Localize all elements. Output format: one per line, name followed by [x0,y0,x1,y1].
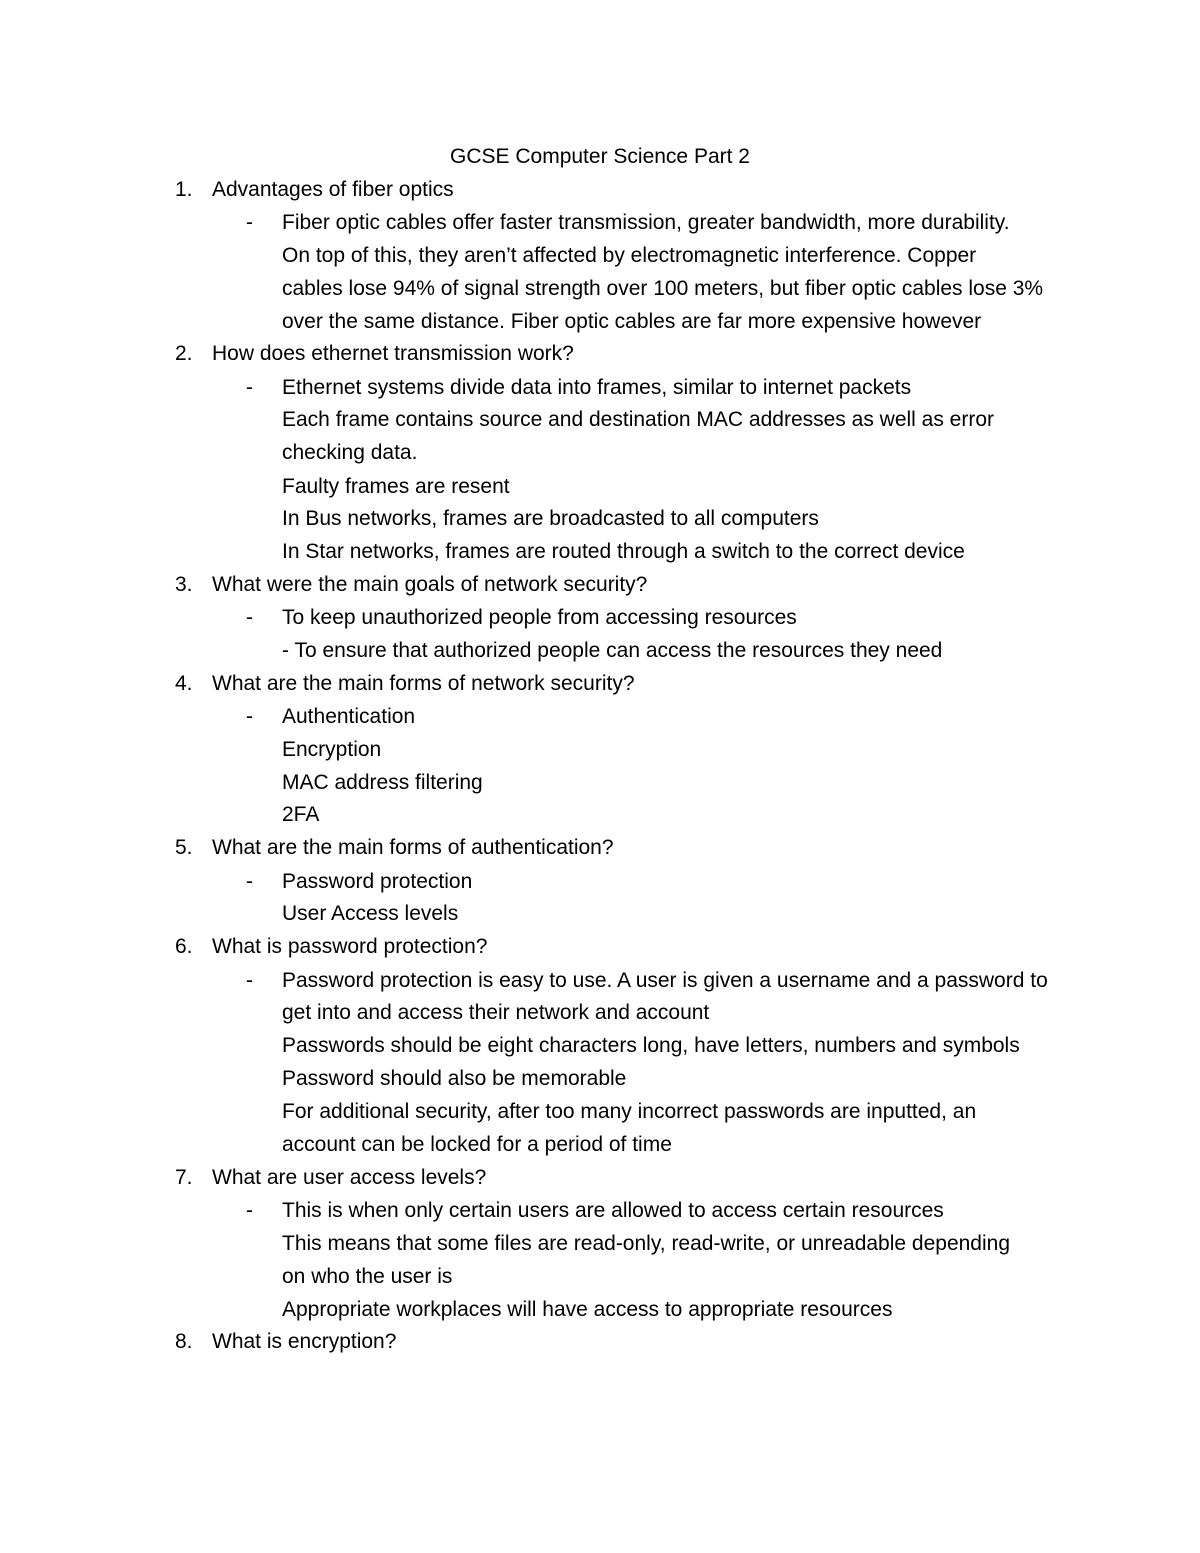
answer-line: For additional security, after too many incorrect passwords are inputted, an [282,1100,977,1123]
answer-line: 2FA [282,803,320,826]
answer-line: Faulty frames are resent [282,475,510,498]
answer-line: Authentication [282,705,416,728]
answer-line: Passwords should be eight characters long, have letters, numbers and symbols [282,1034,1020,1057]
question-text: What are user access levels? [212,1166,487,1189]
page-title: GCSE Computer Science Part 2 [450,145,750,168]
bullet-dash: - [246,705,253,728]
question-text: What is password protection? [212,935,488,958]
bullet-dash: - [246,376,253,399]
question-text: Advantages of fiber optics [212,178,454,201]
bullet-dash: - [246,870,253,893]
answer-line: Each frame contains source and destination MAC addresses as well as error [282,408,995,431]
question-number: 2. [175,342,193,365]
answer-line: To keep unauthorized people from accessing resources [282,606,797,629]
question-number: 6. [175,935,193,958]
answer-line: Ethernet systems divide data into frames, similar to internet packets [282,376,912,399]
question-text: What is encryption? [212,1330,397,1353]
answer-line: This means that some files are read-only, read-write, or unreadable depending [282,1232,1011,1255]
answer-line: User Access levels [282,902,459,925]
answer-line: Password protection is easy to use. A user is given a username and a password to [282,969,1048,992]
answer-line: - To ensure that authorized people can access the resources they need [282,639,943,662]
question-number: 4. [175,672,193,695]
question-text: What are the main forms of network security? [212,672,635,695]
answer-line: get into and access their network and account [282,1001,710,1024]
bullet-dash: - [246,969,253,992]
answer-line: on who the user is [282,1265,453,1288]
answer-line: On top of this, they aren’t affected by electromagnetic interference. Copper [282,244,977,267]
answer-line: Fiber optic cables offer faster transmission, greater bandwidth, more durability. [282,211,1010,234]
question-number: 5. [175,836,193,859]
question-number: 8. [175,1330,193,1353]
answer-line: Password protection [282,870,473,893]
answer-line: cables lose 94% of signal strength over 100 meters, but fiber optic cables lose 3% [282,277,1044,300]
answer-line: In Star networks, frames are routed through a switch to the correct device [282,540,965,563]
answer-line: In Bus networks, frames are broadcasted to all computers [282,507,819,530]
answer-line: over the same distance. Fiber optic cables are far more expensive however [282,310,982,333]
question-text: What are the main forms of authentication? [212,836,614,859]
answer-line: Appropriate workplaces will have access to appropriate resources [282,1298,893,1321]
question-number: 1. [175,178,193,201]
answer-line: Password should also be memorable [282,1067,627,1090]
answer-line: Encryption [282,738,382,761]
question-number: 3. [175,573,193,596]
bullet-dash: - [246,211,253,234]
answer-line: account can be locked for a period of time [282,1133,672,1156]
question-number: 7. [175,1166,193,1189]
question-text: How does ethernet transmission work? [212,342,574,365]
answer-line: This is when only certain users are allowed to access certain resources [282,1199,944,1222]
answer-line: MAC address filtering [282,771,483,794]
bullet-dash: - [246,606,253,629]
question-text: What were the main goals of network security? [212,573,648,596]
bullet-dash: - [246,1199,253,1222]
answer-line: checking data. [282,441,418,464]
